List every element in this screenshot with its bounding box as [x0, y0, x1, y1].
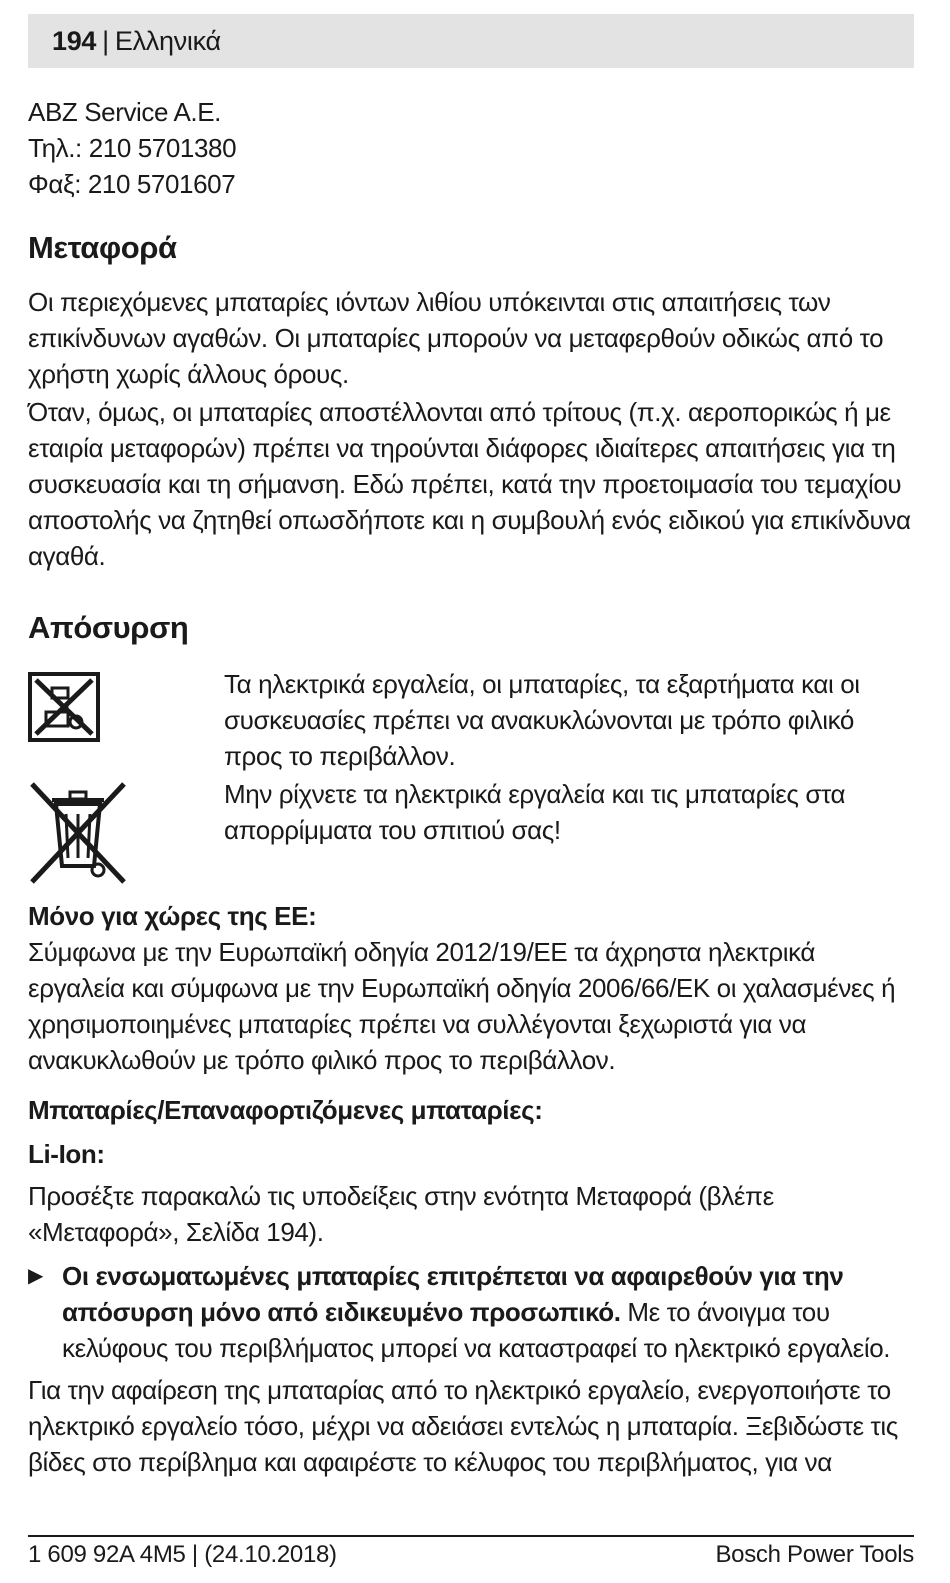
footer-document-id: 1 609 92A 4M5 | (24.10.2018)	[28, 1541, 337, 1568]
page-number: 194	[52, 25, 97, 56]
page-content	[28, 94, 914, 1480]
page-header	[28, 14, 914, 68]
language-label: Ελληνικά	[114, 25, 221, 56]
service-fax: Φαξ: 210 5701607	[28, 169, 236, 199]
warning-bullet	[28, 1258, 914, 1366]
liion-heading: Li-Ion:	[28, 1139, 105, 1169]
eu-heading: Μόνο για χώρες της ΕΕ:	[28, 901, 317, 931]
transport-paragraph-1: Οι περιεχόμενες μπαταρίες ιόντων λιθίου υπόκεινται στις απαιτήσεις των επικίνδυνων αγαθών. Οι μπαταρίες μπορούν να μεταφερθούν οδικώς από το χρήστη χωρίς άλλους όρους.	[28, 287, 884, 389]
batteries-heading: Μπαταρίες/Επαναφορτιζόμενες μπαταρίες:	[28, 1095, 543, 1125]
disposal-icons	[28, 666, 224, 890]
transport-paragraph-2: Όταν, όμως, οι μπαταρίες αποστέλλονται από τρίτους (π.χ. αεροπορικώς ή με εταιρία μεταφορών) πρέπει να τηρούνται διάφορες ιδιαίτερες απαιτήσεις για τη συσκευασία και τη σήμανση. Εδώ πρέπει, κατά την προετοιμασία του τεμαχίου αποστολής να ζητηθεί οπωσδήποτε και η συμβουλή ενός ειδικού για επικίνδυνα αγαθά.	[28, 397, 911, 571]
service-contact	[28, 94, 914, 202]
disposal-text-2: Μην ρίχνετε τα ηλεκτρικά εργαλεία και τις μπαταρίες στα απορρίμματα του σπιτιού σας!	[224, 779, 846, 845]
disposal-text-1: Τα ηλεκτρικά εργαλεία, οι μπαταρίες, τα εξαρτήματα και οι συσκευασίες πρέπει να ανακυκλώνονται με τρόπο φιλικό προς το περιβάλλον.	[224, 669, 860, 771]
footer-brand: Bosch Power Tools	[715, 1541, 914, 1568]
transport-heading: Μεταφορά	[28, 230, 177, 265]
battery-recycling-icon	[28, 672, 100, 742]
disposal-heading: Απόσυρση	[28, 610, 189, 645]
crossed-out-bin-icon	[28, 780, 128, 886]
service-phone: Τηλ.: 210 5701380	[28, 133, 237, 163]
disposal-section	[28, 666, 914, 890]
disposal-texts	[224, 666, 914, 890]
bullet-rest-text: Με το άνοιγμα του κελύφους του περιβλήματος μπορεί να καταστραφεί το ηλεκτρικό εργαλείο.	[62, 1297, 891, 1363]
bullet-text	[62, 1258, 914, 1366]
footer-divider	[28, 1535, 914, 1537]
transport-reference-note: Προσέξτε παρακαλώ τις υποδείξεις στην ενότητα Μεταφορά (βλέπε «Μεταφορά», Σελίδα 194).	[28, 1181, 774, 1247]
service-company: ABZ Service A.E.	[28, 97, 222, 127]
bullet-bold-text: Οι ενσωματωμένες μπαταρίες επιτρέπεται να αφαιρεθούν για την απόσυρση μόνο από ειδικευμένο προσωπικό.	[62, 1261, 844, 1327]
bullet-arrow-icon: ▶	[28, 1265, 43, 1287]
battery-removal-text: Για την αφαίρεση της μπαταρίας από το ηλεκτρικό εργαλείο, ενεργοποιήστε το ηλεκτρικό εργαλείο τόσο, μέχρι να αδειάσει εντελώς η μπαταρία. Ξεβιδώστε τις βίδες στο περίβλημα και αφαιρέστε το κέλυφος του περιβλήματος, για να	[28, 1375, 898, 1477]
eu-text: Σύμφωνα με την Ευρωπαϊκή οδηγία 2012/19/ΕΕ τα άχρηστα ηλεκτρικά εργαλεία και σύμφωνα με την Ευρωπαϊκή οδηγία 2006/66/ΕΚ οι χαλασμένες ή χρησιμοποιημένες μπαταρίες πρέπει να συλλέγονται ξεχωριστά για να ανακυκλωθούν με τρόπο φιλικό προς το περιβάλλον.	[28, 937, 896, 1075]
header-separator: |	[102, 25, 109, 56]
